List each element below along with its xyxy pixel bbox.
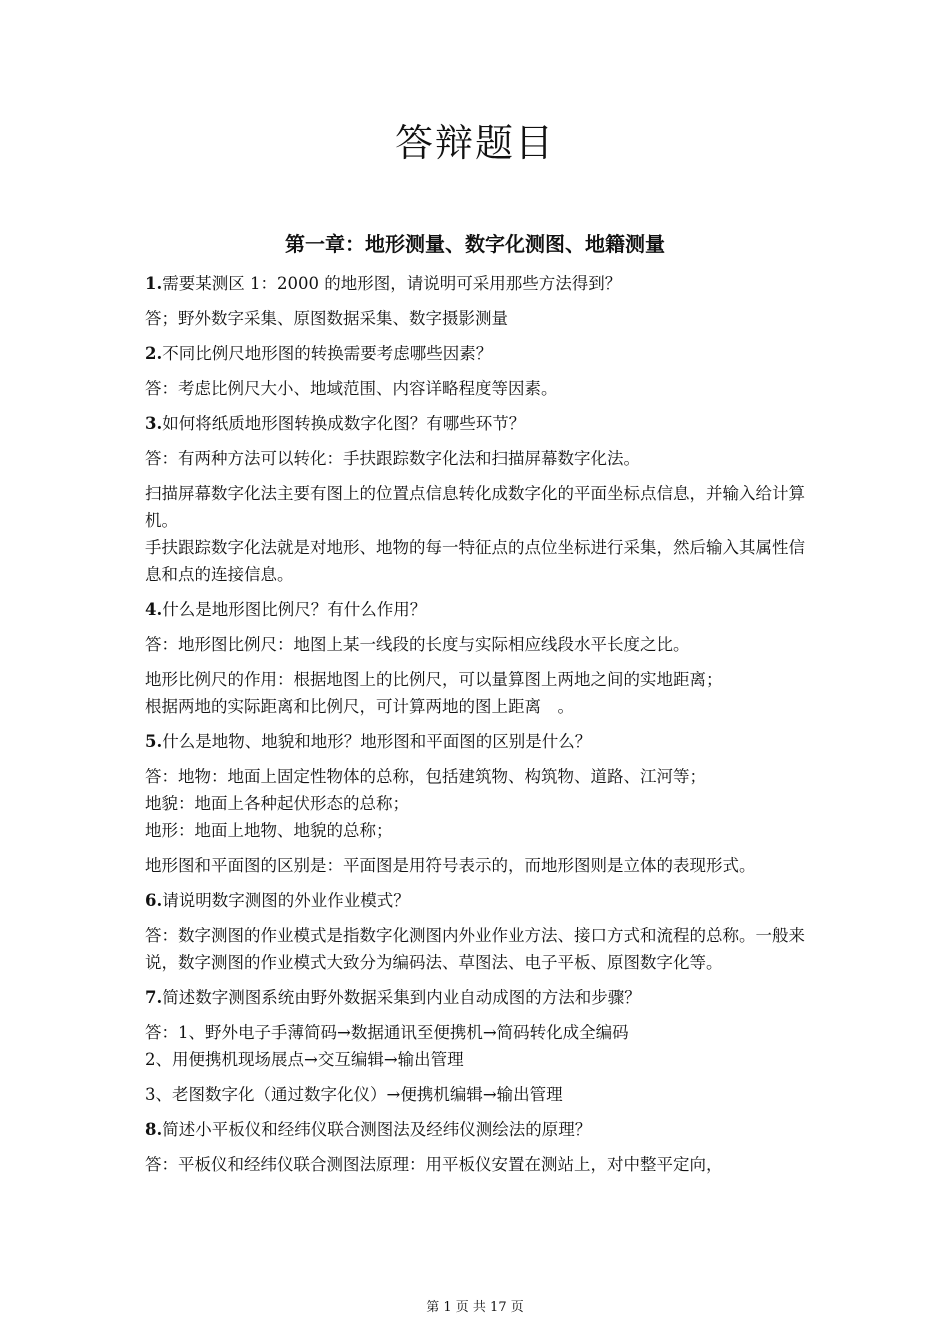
question-number: 2. xyxy=(145,344,163,363)
question-text: 请说明数字测图的外业作业模式？ xyxy=(162,891,410,910)
answer-5-line-3: 地形：地面上地物、地貌的总称； xyxy=(145,821,393,840)
answer-5-line-2: 地貌：地面上各种起伏形态的总称； xyxy=(145,794,409,813)
question-5 xyxy=(145,728,810,755)
document-title: 答辩题目 xyxy=(394,121,555,165)
question-2 xyxy=(145,340,810,367)
question-number: 6. xyxy=(145,891,163,910)
question-8 xyxy=(145,1116,810,1143)
question-text: 简述数字测图系统由野外数据采集到内业自动成图的方法和步骤？ xyxy=(162,988,641,1007)
question-text: 什么是地物、地貌和地形？地形图和平面图的区别是什么？ xyxy=(162,732,592,751)
answer-6: 答：数字测图的作业模式是指数字化测图内外业作业方法、接口方式和流程的总称。一般来说，数字测图的作业模式大致分为编码法、草图法、电子平板、原图数字化等。 xyxy=(145,926,805,972)
answer-4-line-3: 根据两地的实际距离和比例尺，可计算两地的图上距离 。 xyxy=(145,697,574,716)
question-number: 8. xyxy=(145,1120,163,1139)
chapter-heading: 第一章：地形测量、数字化测图、地籍测量 xyxy=(285,232,665,256)
question-7 xyxy=(145,984,810,1011)
answer-7-line-2: 2、用便携机现场展点→交互编辑→输出管理 xyxy=(145,1050,464,1069)
answer-7-line-1: 答：1、野外电子手薄简码→数据通讯至便携机→简码转化成全编码 xyxy=(145,1023,629,1042)
answer-7-line-3: 3、老图数字化（通过数字化仪）→便携机编辑→输出管理 xyxy=(145,1085,563,1104)
question-4 xyxy=(145,596,810,623)
question-1 xyxy=(145,270,810,297)
question-number: 7. xyxy=(145,988,163,1007)
answer-3-paragraph-2: 扫描屏幕数字化法主要有图上的位置点信息转化成数字化的平面坐标点信息，并输入给计算机。 xyxy=(145,484,805,530)
question-text: 如何将纸质地形图转换成数字化图？有哪些环节？ xyxy=(162,414,526,433)
question-number: 4. xyxy=(145,600,163,619)
answer-2: 答：考虑比例尺大小、地域范围、内容详略程度等因素。 xyxy=(145,379,558,398)
question-text: 简述小平板仪和经纬仪联合测图法及经纬仪测绘法的原理？ xyxy=(162,1120,592,1139)
qa-content xyxy=(145,270,810,1186)
answer-1: 答；野外数字采集、原图数据采集、数字摄影测量 xyxy=(145,309,508,328)
question-6 xyxy=(145,887,810,914)
answer-5-line-1: 答：地物：地面上固定性物体的总称，包括建筑物、构筑物、道路、江河等； xyxy=(145,767,706,786)
question-number: 5. xyxy=(145,732,163,751)
answer-3-line-1: 答：有两种方法可以转化：手扶跟踪数字化法和扫描屏幕数字化法。 xyxy=(145,449,640,468)
question-number: 1. xyxy=(145,274,163,293)
answer-4-line-1: 答：地形图比例尺：地图上某一线段的长度与实际相应线段水平长度之比。 xyxy=(145,635,690,654)
question-text: 不同比例尺地形图的转换需要考虑哪些因素？ xyxy=(162,344,493,363)
page-footer: 第 1 页 共 17 页 xyxy=(426,1300,524,1315)
answer-4-line-2: 地形比例尺的作用：根据地图上的比例尺，可以量算图上两地之间的实地距离； xyxy=(145,670,723,689)
question-text: 需要某测区 1：2000 的地形图，请说明可采用那些方法得到？ xyxy=(162,274,622,293)
answer-8-line-1: 答：平板仪和经纬仪联合测图法原理：用平板仪安置在测站上，对中整平定向， xyxy=(145,1155,723,1174)
answer-3-paragraph-3: 手扶跟踪数字化法就是对地形、地物的每一特征点的点位坐标进行采集，然后输入其属性信息和点的连接信息。 xyxy=(145,538,805,584)
question-text: 什么是地形图比例尺？有什么作用？ xyxy=(162,600,427,619)
question-number: 3. xyxy=(145,414,163,433)
question-3 xyxy=(145,410,810,437)
answer-5-line-4: 地形图和平面图的区别是：平面图是用符号表示的，而地形图则是立体的表现形式。 xyxy=(145,856,756,875)
